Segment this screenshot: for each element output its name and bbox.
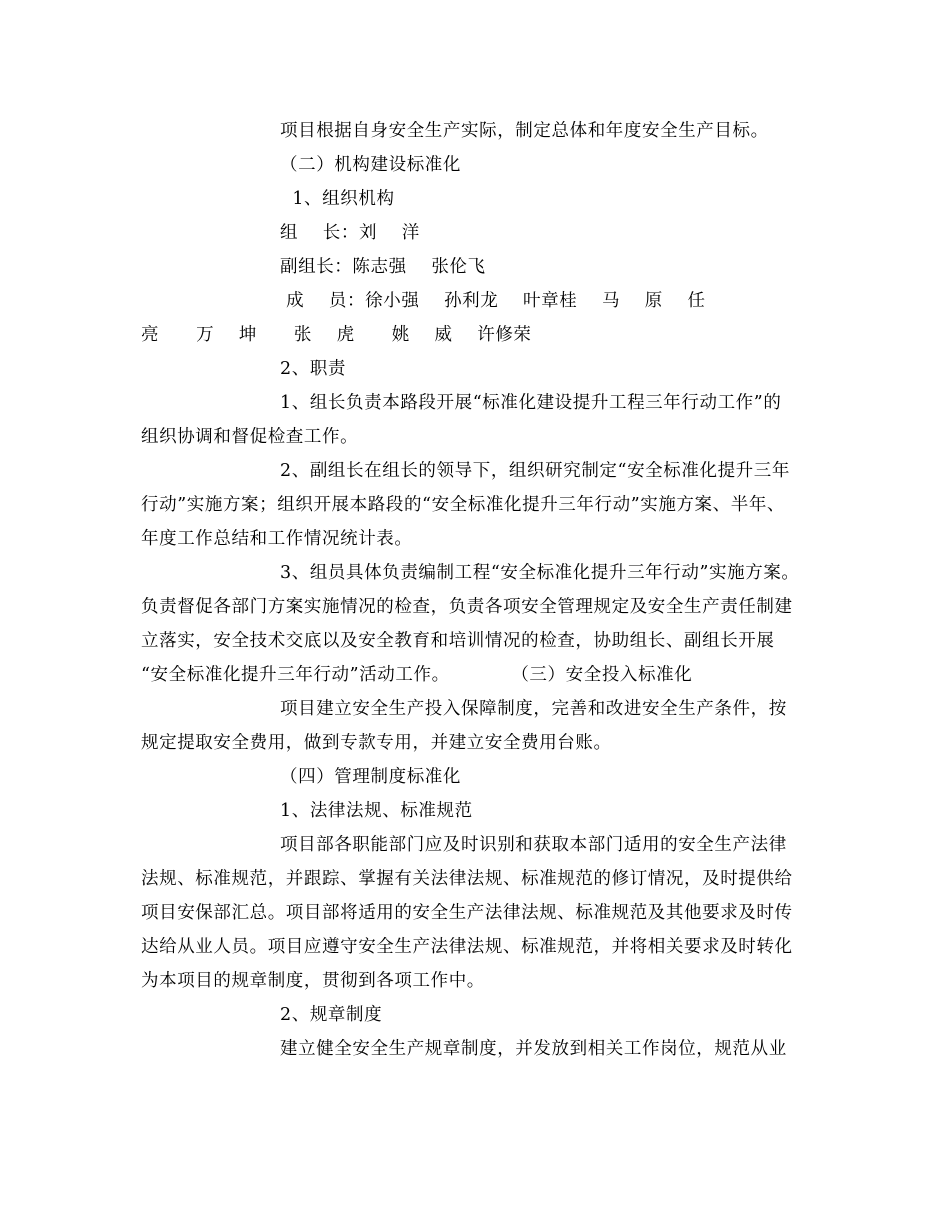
paragraph-line: 为本项目的规章制度，贯彻到各项工作中。: [141, 971, 485, 991]
paragraph-line: 项目建立安全生产投入保障制度，完善和改进安全生产条件，按: [280, 699, 787, 719]
paragraph-line: 达给从业人员。项目应遵守安全生产法律法规、标准规范，并将相关要求及时转化: [141, 937, 793, 957]
paragraph-line: 行动”实施方案；组织开展本路段的“安全标准化提升三年行动”实施方案、半年、: [141, 495, 786, 515]
subsection-heading: 2、职责: [280, 359, 347, 379]
paragraph-line: 3、组员具体负责编制工程“安全标准化提升三年行动”实施方案。: [280, 563, 800, 583]
section-heading: （二）机构建设标准化: [280, 155, 461, 175]
paragraph-line: 2、副组长在组长的领导下，组织研究制定“安全标准化提升三年: [280, 461, 790, 481]
member-line: 亮 万 坤 张 虎 姚 威 许修荣: [141, 325, 532, 345]
paragraph-line: 年度工作总结和工作情况统计表。: [141, 529, 413, 549]
paragraph-line: 1、组长负责本路段开展“标准化建设提升工程三年行动工作”的: [280, 393, 782, 413]
subsection-heading: 1、组织机构: [280, 189, 395, 209]
paragraph-line: 项目部各职能部门应及时识别和获取本部门适用的安全生产法律: [280, 835, 787, 855]
section-heading: （四）管理制度标准化: [280, 767, 461, 787]
paragraph-line: 规定提取安全费用，做到专款专用，并建立安全费用台账。: [141, 733, 612, 753]
subsection-heading: 1、法律法规、标准规范: [280, 801, 473, 821]
paragraph-line: “安全标准化提升三年行动”活动工作。 （三）安全投入标准化: [141, 665, 693, 685]
member-line: 成 员：徐小强 孙利龙 叶章桂 马 原 任: [280, 291, 706, 311]
member-line: 组 长：刘 洋: [280, 223, 420, 243]
paragraph-line: 项目安保部汇总。项目部将适用的安全生产法律法规、标准规范及其他要求及时传: [141, 903, 793, 923]
paragraph-line: 法规、标准规范，并跟踪、掌握有关法律法规、标准规范的修订情况，及时提供给: [141, 869, 793, 889]
member-line: 副组长：陈志强 张伦飞: [280, 257, 486, 277]
paragraph-line: 建立健全安全生产规章制度，并发放到相关工作岗位，规范从业: [280, 1039, 787, 1059]
paragraph-line: 组织协调和督促检查工作。: [141, 427, 359, 447]
subsection-heading: 2、规章制度: [280, 1005, 383, 1025]
paragraph-line: 立落实，安全技术交底以及安全教育和培训情况的检查，协助组长、副组长开展: [141, 631, 775, 651]
paragraph-line: 负责督促各部门方案实施情况的检查，负责各项安全管理规定及安全生产责任制建: [141, 597, 793, 617]
paragraph-line: 项目根据自身安全生产实际，制定总体和年度安全生产目标。: [280, 121, 769, 141]
